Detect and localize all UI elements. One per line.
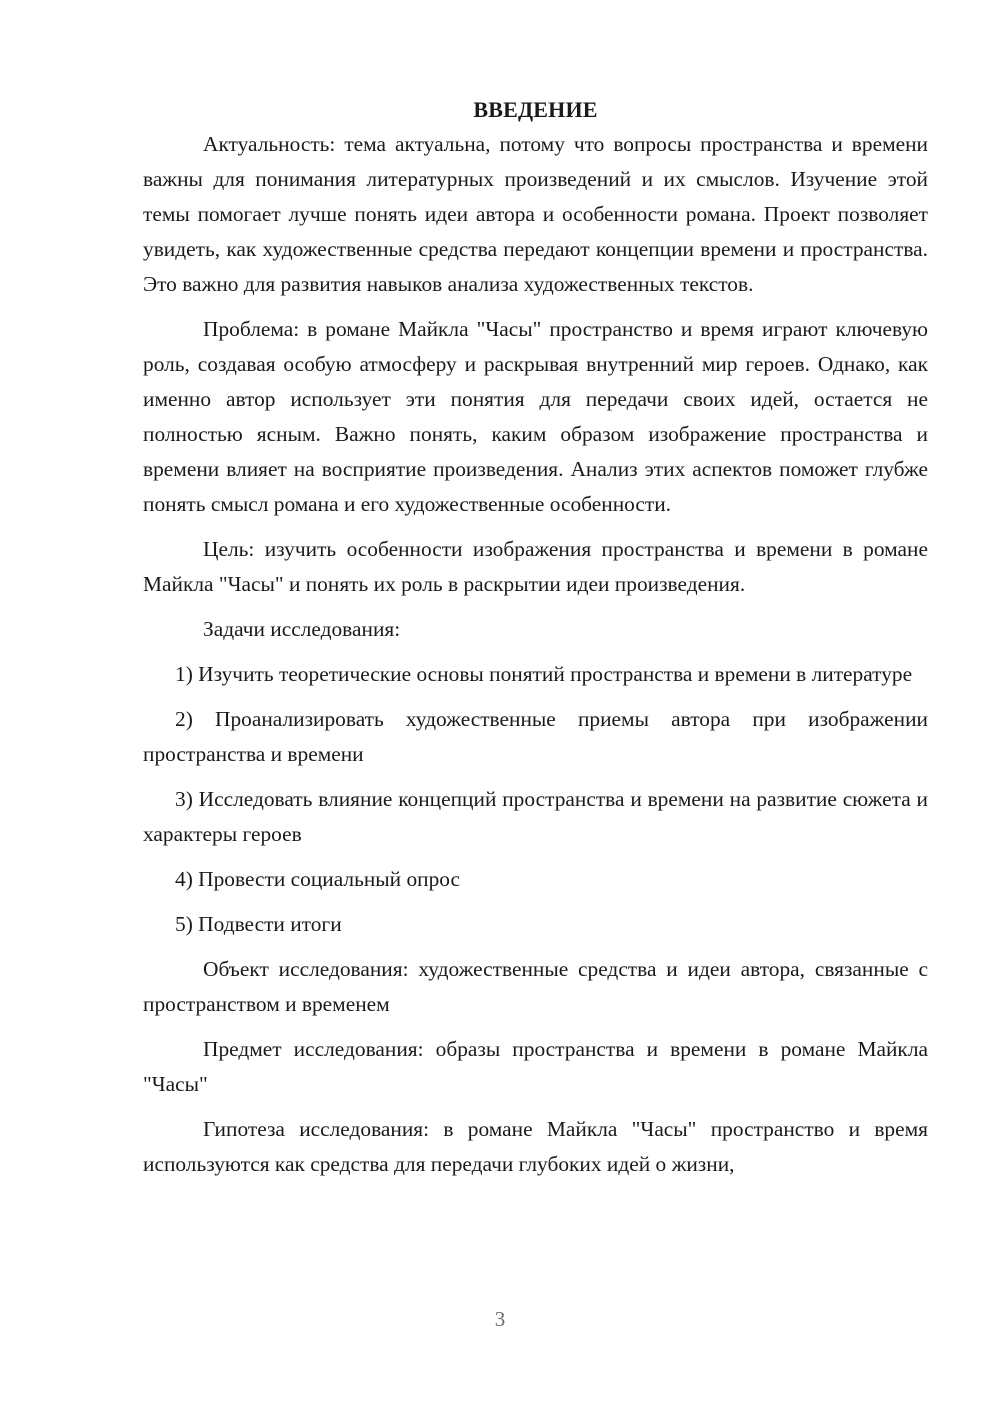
paragraph-subject: Предмет исследования: образы пространства и времени в романе Майкла "Часы" xyxy=(143,1037,928,1096)
task-item-1: 1) Изучить теоретические основы понятий пространства и времени в литературе xyxy=(175,662,913,686)
paragraph-goal: Цель: изучить особенности изображения пространства и времени в романе Майкла "Часы" и понять их роль в раскрытии идеи произведения. xyxy=(143,537,928,596)
task-item-4: 4) Провести социальный опрос xyxy=(175,867,461,891)
section-title: ВВЕДЕНИЕ xyxy=(473,97,598,122)
paragraph-tasks-heading: Задачи исследования: xyxy=(203,617,401,641)
task-item-3: 3) Исследовать влияние концепций пространства и времени на развитие сюжета и характеры героев xyxy=(143,787,928,846)
task-item-2: 2) Проанализировать художественные приемы автора при изображении пространства и времени xyxy=(143,707,928,766)
paragraph-problem: Проблема: в романе Майкла "Часы" пространство и время играют ключевую роль, создавая особую атмосферу и раскрывая внутренний мир героев. Однако, как именно автор использует эти понятия для передачи своих идей, остается не полностью ясным. Важно понять, каким образом изображение пространства и времени влияет на восприятие произведения. Анализ этих аспектов поможет глубже понять смысл романа и его художественные особенности. xyxy=(143,317,928,516)
paragraph-object: Объект исследования: художественные средства и идеи автора, связанные с пространством и временем xyxy=(143,957,928,1016)
task-item-5: 5) Подвести итоги xyxy=(175,912,342,936)
page-number: 3 xyxy=(494,1307,506,1331)
document-page xyxy=(143,92,928,1192)
paragraph-hypothesis: Гипотеза исследования: в романе Майкла "Часы" пространство и время используются как средства для передачи глубоких идей о жизни, xyxy=(143,1117,928,1176)
paragraph-relevance: Актуальность: тема актуальна, потому что вопросы пространства и времени важны для понимания литературных произведений и их смыслов. Изучение этой темы помогает лучше понять идеи автора и особенности романа. Проект позволяет увидеть, как художественные средства передают концепции времени и пространства. Это важно для развития навыков анализа художественных текстов. xyxy=(143,132,928,296)
